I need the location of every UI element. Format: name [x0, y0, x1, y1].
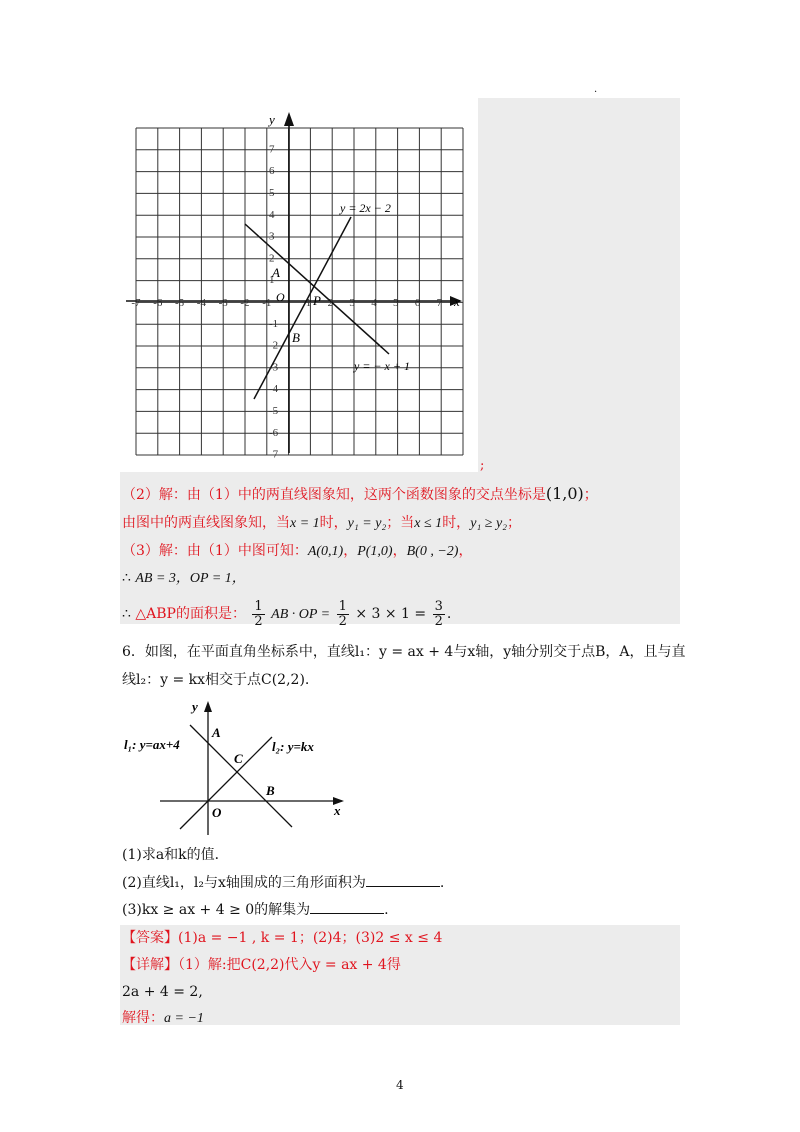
y-tick-label: -2	[269, 339, 279, 352]
x-tick-label: 3	[349, 297, 355, 309]
answer-line: 【答案】(1)a = −1 , k = 1；(2)4；(3)2 ≤ x ≤ 4	[122, 930, 443, 946]
solution-shade-right	[478, 98, 680, 472]
question-6-line-2: 线l₂：y = kx相交于点C(2,2).	[122, 672, 310, 688]
graph-2-y-arrow	[204, 701, 212, 712]
point-a-label: A	[272, 265, 280, 280]
point-p-label: P	[313, 293, 321, 308]
y-tick-label: 2	[269, 252, 275, 265]
graph-1-y-arrow	[284, 112, 294, 126]
graph-2-x-label: x	[334, 803, 341, 818]
y-tick-label: -5	[269, 405, 279, 417]
solution-line-2: （2）解：由（1）中的两直线图象知，这两个函数图象的交点坐标是(1,0)；	[122, 484, 598, 503]
point-b-label: B	[292, 330, 300, 345]
y-tick-label: -4	[269, 383, 279, 396]
blank-answer-3[interactable]	[310, 899, 384, 914]
page-number: 4	[396, 1078, 404, 1092]
x-tick-label: 2	[327, 297, 334, 309]
question-6-line-1: 6．如图，在平面直角坐标系中，直线l₁：y = ax + 4与x轴，y轴分别交于点B，A，且与直	[122, 644, 686, 660]
graph-1-grid	[136, 128, 463, 455]
x-tick-label: -5	[175, 297, 185, 309]
solution-line-6: ∴ △ABP的面积是： $\frac{1}{2}$ AB · OP = $\frac{1}{2}$ × 3 × 1 = $\frac{3}{2}$ .	[122, 598, 452, 629]
fraction-three-halves: $\frac{3}{2}$	[434, 598, 443, 629]
graph-2-origin: O	[212, 805, 222, 820]
y-tick-label: 3	[269, 230, 275, 243]
x-tick-label: 5	[393, 297, 399, 309]
x-tick-label: -7	[131, 297, 141, 309]
x-tick-label: -2	[240, 297, 250, 309]
y-tick-label: -7	[269, 448, 279, 458]
graph-2	[120, 695, 360, 841]
y-tick-label: 1	[269, 274, 275, 287]
graph-2-point-b: B	[266, 783, 275, 798]
detail-equation: 2a + 4 = 2,	[122, 984, 203, 1000]
blank-answer-2[interactable]	[366, 872, 440, 887]
x-tick-label: 1	[305, 297, 312, 309]
x-tick-label: 7	[436, 297, 443, 309]
graph-1-origin: O	[276, 290, 285, 304]
detail-result: 解得：a = −1	[122, 1010, 204, 1026]
y-tick-label: 5	[269, 187, 275, 199]
x-tick-label: -4	[196, 297, 206, 309]
solution-line-5: ∴ AB = 3，OP = 1，	[122, 570, 246, 586]
y-tick-label: 7	[269, 143, 275, 156]
y-tick-label: 4	[269, 208, 275, 221]
fraction-half-2: $\frac{1}{2}$	[338, 598, 347, 629]
line1-label: y = 2x − 2	[340, 201, 391, 215]
solution-line-3: 由图中的两直线图象知，当x = 1时，y₁ = y₂；当x ≤ 1时，y₁ ≥ y₂；	[122, 515, 522, 531]
x-tick-label: -1	[262, 297, 272, 309]
line2-label: y = − x + 1	[354, 359, 410, 373]
x-tick-label: 6	[414, 297, 421, 309]
graph-2-l2-label: l₂: y=kx	[272, 739, 314, 754]
graph-1	[122, 108, 472, 458]
graph-1-x-label: x	[454, 294, 460, 309]
y-tick-label: -1	[269, 317, 279, 330]
solution-line-4: （3）解：由（1）中图可知：A(0,1)，P(1,0)，B(0 , −2)，	[122, 543, 473, 559]
graph-2-point-c: C	[234, 751, 243, 766]
graph-2-l1-label: l₁: y=ax+4	[124, 737, 180, 752]
graph-2-point-a: A	[212, 725, 221, 740]
y-tick-label: -3	[269, 361, 279, 374]
header-dot: .	[594, 84, 598, 95]
detail-line: 【详解】（1）解:把C(2,2)代入y = ax + 4得	[122, 957, 401, 973]
y-tick-label: -6	[269, 426, 279, 439]
x-tick-label: -6	[153, 297, 163, 309]
x-tick-label: -3	[218, 297, 228, 309]
part-1: (1)求a和k的值．	[122, 847, 229, 863]
line-l2	[180, 737, 272, 829]
y-tick-label: 6	[269, 165, 275, 178]
graph-1-y-label: y	[269, 112, 275, 127]
graph-2-y-label: y	[192, 699, 198, 714]
part-3: (3)kx ≥ ax + 4 ≥ 0的解集为 .	[122, 899, 389, 920]
semicolon-mark: ;	[480, 458, 485, 473]
fraction-half-1: $\frac{1}{2}$	[254, 598, 263, 629]
part-2: (2)直线l₁，l₂与x轴围成的三角形面积为 .	[122, 872, 444, 893]
graph-1-x-ticks	[131, 297, 442, 309]
x-tick-label: 4	[371, 297, 377, 309]
